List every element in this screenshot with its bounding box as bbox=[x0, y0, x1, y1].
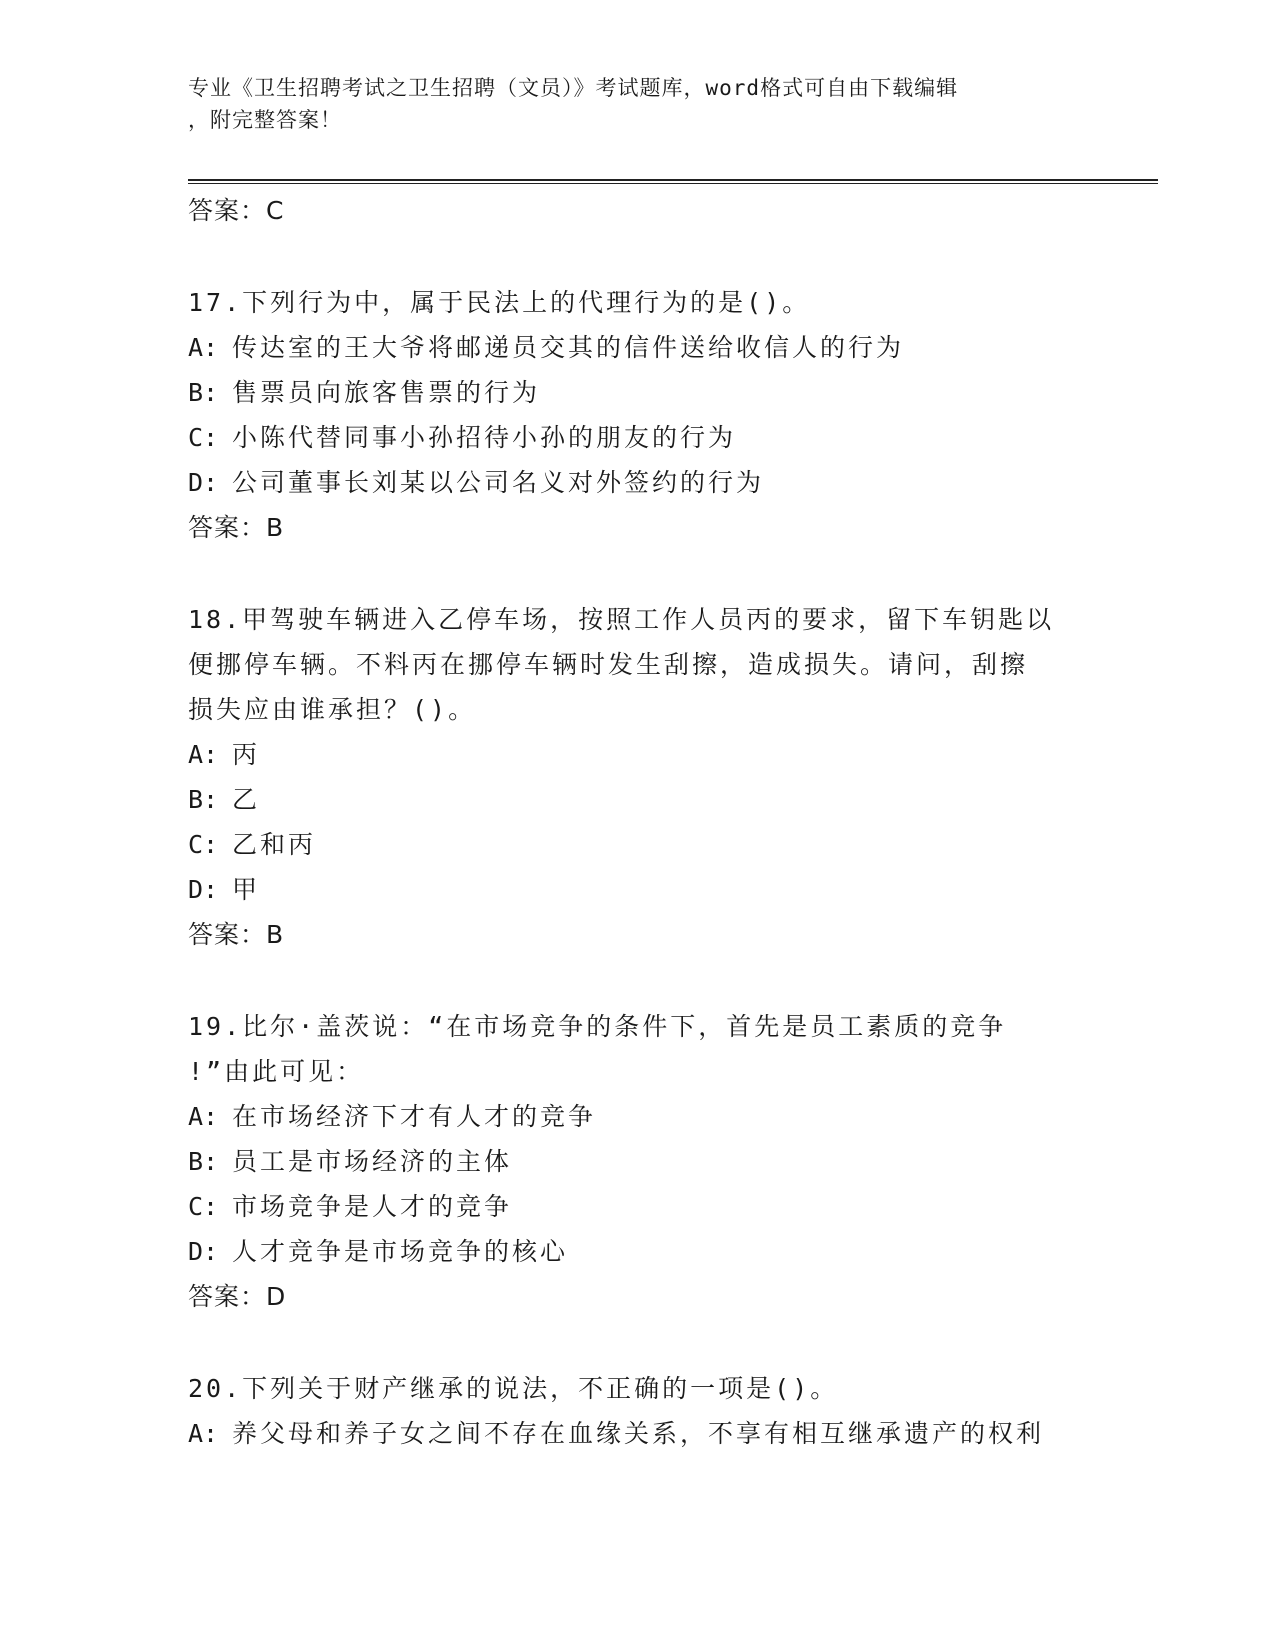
option-letter: C: bbox=[188, 1192, 219, 1221]
document-header bbox=[188, 72, 1068, 136]
question-stem: 便挪停车辆。不料丙在挪停车辆时发生刮擦，造成损失。请问，刮擦 bbox=[188, 650, 1029, 679]
option-letter: D: bbox=[188, 875, 219, 904]
option-text: 养父母和养子女之间不存在血缘关系，不享有相互继承遗产的权利 bbox=[232, 1419, 1045, 1448]
option-a bbox=[188, 1411, 1158, 1456]
option-b bbox=[188, 777, 1158, 822]
question-stem: 18.甲驾驶车辆进入乙停车场，按照工作人员丙的要求，留下车钥匙以 bbox=[188, 605, 1055, 634]
option-d bbox=[188, 460, 1158, 505]
option-letter: A: bbox=[188, 1102, 219, 1131]
question-block bbox=[188, 1366, 1158, 1456]
answer-line: 答案：C bbox=[188, 196, 285, 225]
option-c bbox=[188, 1184, 1158, 1229]
option-d bbox=[188, 867, 1158, 912]
answer-line: 答案：B bbox=[188, 513, 285, 542]
option-a bbox=[188, 732, 1158, 777]
option-letter: D: bbox=[188, 1237, 219, 1266]
option-c bbox=[188, 415, 1158, 460]
spacer bbox=[188, 550, 1158, 597]
option-letter: D: bbox=[188, 468, 219, 497]
question-stem: 20.下列关于财产继承的说法，不正确的一项是()。 bbox=[188, 1374, 839, 1403]
option-letter: B: bbox=[188, 1147, 219, 1176]
option-text: 甲 bbox=[232, 875, 261, 904]
option-b bbox=[188, 370, 1158, 415]
option-letter: A: bbox=[188, 740, 219, 769]
option-a bbox=[188, 325, 1158, 370]
option-letter: B: bbox=[188, 378, 219, 407]
option-text: 人才竞争是市场竞争的核心 bbox=[232, 1237, 569, 1266]
option-text: 市场竞争是人才的竞争 bbox=[232, 1192, 513, 1221]
header-line-2: ，附完整答案！ bbox=[188, 108, 342, 132]
option-text: 公司董事长刘某以公司名义对外签约的行为 bbox=[232, 468, 765, 497]
option-letter: A: bbox=[188, 333, 219, 362]
option-a bbox=[188, 1094, 1158, 1139]
option-c bbox=[188, 822, 1158, 867]
spacer bbox=[188, 1319, 1158, 1366]
option-b bbox=[188, 1139, 1158, 1184]
option-letter: A: bbox=[188, 1419, 219, 1448]
option-letter: C: bbox=[188, 830, 219, 859]
question-block bbox=[188, 597, 1158, 957]
answer-line: 答案：D bbox=[188, 1282, 287, 1311]
question-list bbox=[188, 188, 1158, 1456]
spacer bbox=[188, 957, 1158, 1004]
option-text: 员工是市场经济的主体 bbox=[232, 1147, 513, 1176]
answer-line: 答案：B bbox=[188, 920, 285, 949]
question-block bbox=[188, 280, 1158, 550]
question-stem: 损失应由谁承担？()。 bbox=[188, 695, 477, 724]
question-stem: !”由此可见： bbox=[188, 1057, 365, 1086]
option-letter: C: bbox=[188, 423, 219, 452]
option-text: 在市场经济下才有人才的竞争 bbox=[232, 1102, 597, 1131]
option-text: 丙 bbox=[232, 740, 261, 769]
header-line-1: 专业《卫生招聘考试之卫生招聘（文员）》考试题库，word格式可自由下载编辑 bbox=[188, 76, 959, 100]
option-letter: B: bbox=[188, 785, 219, 814]
header-divider bbox=[188, 179, 1158, 184]
option-text: 乙 bbox=[232, 785, 261, 814]
question-block bbox=[188, 1004, 1158, 1319]
option-text: 售票员向旅客售票的行为 bbox=[232, 378, 541, 407]
question-stem: 17.下列行为中，属于民法上的代理行为的是()。 bbox=[188, 288, 811, 317]
question-stem: 19.比尔·盖茨说：“在市场竞争的条件下，首先是员工素质的竞争 bbox=[188, 1012, 1007, 1041]
option-text: 小陈代替同事小孙招待小孙的朋友的行为 bbox=[232, 423, 737, 452]
spacer bbox=[188, 233, 1158, 280]
option-d bbox=[188, 1229, 1158, 1274]
option-text: 乙和丙 bbox=[232, 830, 317, 859]
option-text: 传达室的王大爷将邮递员交其的信件送给收信人的行为 bbox=[232, 333, 905, 362]
